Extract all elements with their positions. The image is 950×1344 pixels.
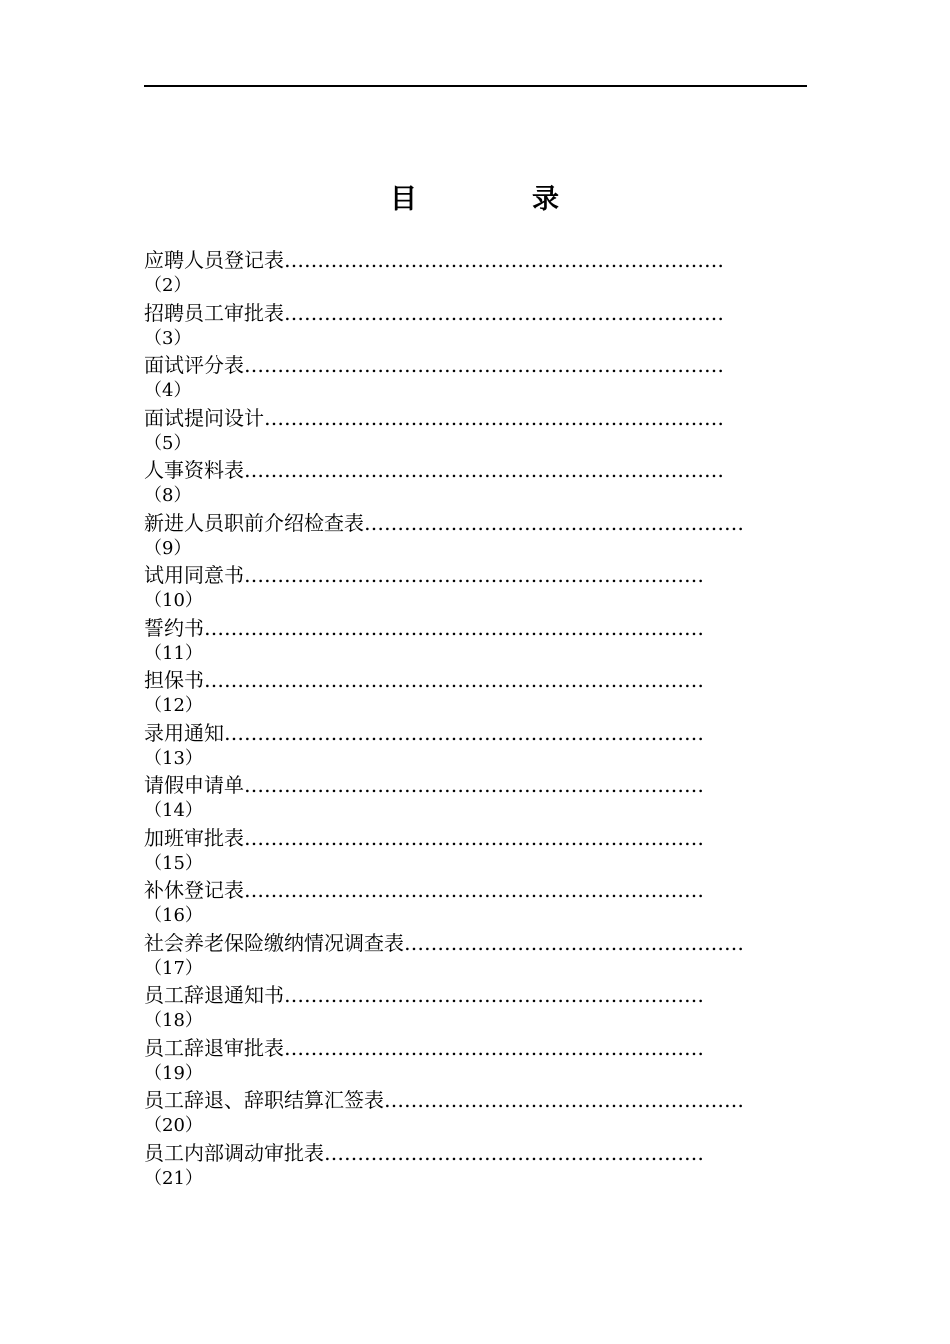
toc-entry-page: （13） — [144, 747, 203, 769]
toc-entry-page: （8） — [144, 485, 192, 506]
toc-entry-label: 补休登记表 — [144, 878, 244, 902]
toc-entry-line — [144, 1086, 784, 1114]
toc-entry-page: （20） — [144, 1115, 203, 1136]
toc-entry-line — [144, 719, 784, 747]
toc-entry-page: （5） — [144, 432, 192, 454]
toc-entry-line — [144, 299, 784, 327]
toc-entry-line — [144, 824, 784, 852]
toc-entry-leader: ………………………………………………… — [324, 1140, 704, 1165]
toc-entry-line — [144, 561, 784, 589]
toc-entry-leader: …………………………………………………………… — [244, 878, 704, 902]
toc-entry-label: 员工辞退审批表 — [144, 1035, 284, 1060]
toc-entry-line — [144, 876, 784, 904]
toc-entry-label: 请假申请单 — [144, 773, 244, 797]
toc-entry-label: 招聘员工审批表 — [144, 300, 284, 325]
toc-entry-page: （21） — [144, 1167, 203, 1189]
page-title — [0, 180, 950, 220]
toc-entry-leader: ……………………………………………………… — [284, 1035, 704, 1060]
toc-entry-leader: ………………………………………………………………… — [204, 668, 704, 692]
toc-entry-page: （9） — [144, 537, 192, 559]
toc-entry[interactable] — [144, 614, 784, 667]
page-title-char-1: 目 — [390, 184, 417, 215]
toc-entry[interactable] — [144, 929, 784, 982]
toc-entry-label: 员工内部调动审批表 — [144, 1140, 324, 1165]
toc-entry-leader: …………………………………………………………… — [244, 773, 704, 797]
toc-entry-line — [144, 614, 784, 642]
toc-entry[interactable] — [144, 246, 784, 299]
toc-entry-label: 新进人员职前介绍检查表 — [144, 510, 364, 535]
toc-entry[interactable] — [144, 351, 784, 404]
toc-entry-page: （15） — [144, 852, 203, 874]
page-title-char-2: 录 — [532, 184, 559, 215]
toc-entry-label: 面试提问设计 — [144, 405, 264, 430]
toc-entry-leader: ……………………………………………………… — [284, 983, 704, 1007]
toc-entry-label: 社会养老保险缴纳情况调查表 — [144, 930, 404, 955]
toc-entry[interactable] — [144, 404, 784, 457]
toc-entry[interactable] — [144, 719, 784, 772]
toc-entry[interactable] — [144, 876, 784, 929]
toc-entry-page: （10） — [144, 590, 203, 611]
toc-entry[interactable] — [144, 1034, 784, 1087]
toc-entry-page: （3） — [144, 327, 192, 349]
toc-entry-leader: ………………………………………………… — [364, 510, 744, 535]
toc-entry-page: （11） — [144, 642, 203, 664]
toc-entry-label: 员工辞退、辞职结算汇签表 — [144, 1088, 384, 1112]
toc-list — [144, 246, 784, 1191]
toc-entry-leader: ……………………………………………………………… — [244, 353, 724, 377]
toc-entry-label: 加班审批表 — [144, 825, 244, 850]
toc-entry[interactable] — [144, 456, 784, 509]
toc-entry[interactable] — [144, 666, 784, 719]
toc-entry-label: 誓约书 — [144, 615, 204, 640]
toc-entry-leader: ………………………………………………………………… — [204, 615, 704, 640]
toc-entry-page: （17） — [144, 957, 203, 979]
toc-entry-leader: …………………………………………………………… — [264, 405, 724, 430]
toc-entry-line — [144, 456, 784, 484]
toc-entry[interactable] — [144, 561, 784, 614]
toc-entry[interactable] — [144, 1086, 784, 1139]
toc-entry-line — [144, 246, 784, 274]
toc-entry-leader: …………………………………………………………… — [244, 825, 704, 850]
toc-entry[interactable] — [144, 299, 784, 352]
toc-entry-leader: ………………………………………………………… — [284, 300, 724, 325]
toc-entry-label: 担保书 — [144, 668, 204, 692]
toc-entry[interactable] — [144, 771, 784, 824]
toc-entry-label: 员工辞退通知书 — [144, 983, 284, 1007]
header-rule — [144, 85, 807, 87]
toc-entry-line — [144, 666, 784, 694]
toc-entry-page: （16） — [144, 905, 203, 926]
toc-entry-leader: ……………………………………………… — [384, 1088, 744, 1112]
toc-entry-line — [144, 1139, 784, 1167]
toc-entry-page: （18） — [144, 1010, 203, 1031]
toc-entry-line — [144, 404, 784, 432]
toc-entry-label: 录用通知 — [144, 720, 224, 745]
toc-entry-leader: ………………………………………………………… — [284, 248, 724, 272]
toc-entry[interactable] — [144, 824, 784, 877]
toc-entry-line — [144, 1034, 784, 1062]
toc-entry-line — [144, 771, 784, 799]
toc-entry-label: 应聘人员登记表 — [144, 248, 284, 272]
toc-entry-line — [144, 981, 784, 1009]
toc-entry-page: （4） — [144, 380, 192, 401]
toc-entry-page: （12） — [144, 695, 203, 716]
toc-entry[interactable] — [144, 1139, 784, 1192]
toc-entry-leader: …………………………………………… — [404, 930, 744, 955]
toc-entry-line — [144, 929, 784, 957]
toc-entry-leader: ……………………………………………………………… — [244, 458, 724, 482]
toc-entry-leader: …………………………………………………………… — [244, 563, 704, 587]
toc-entry-line — [144, 509, 784, 537]
toc-entry-page: （14） — [144, 800, 203, 821]
toc-entry-label: 试用同意书 — [144, 563, 244, 587]
toc-entry-page: （19） — [144, 1062, 203, 1084]
toc-entry-label: 人事资料表 — [144, 458, 244, 482]
toc-entry[interactable] — [144, 509, 784, 562]
toc-entry-label: 面试评分表 — [144, 353, 244, 377]
toc-entry-leader: ……………………………………………………………… — [224, 720, 704, 745]
toc-entry-page: （2） — [144, 275, 192, 296]
toc-entry[interactable] — [144, 981, 784, 1034]
toc-entry-line — [144, 351, 784, 379]
